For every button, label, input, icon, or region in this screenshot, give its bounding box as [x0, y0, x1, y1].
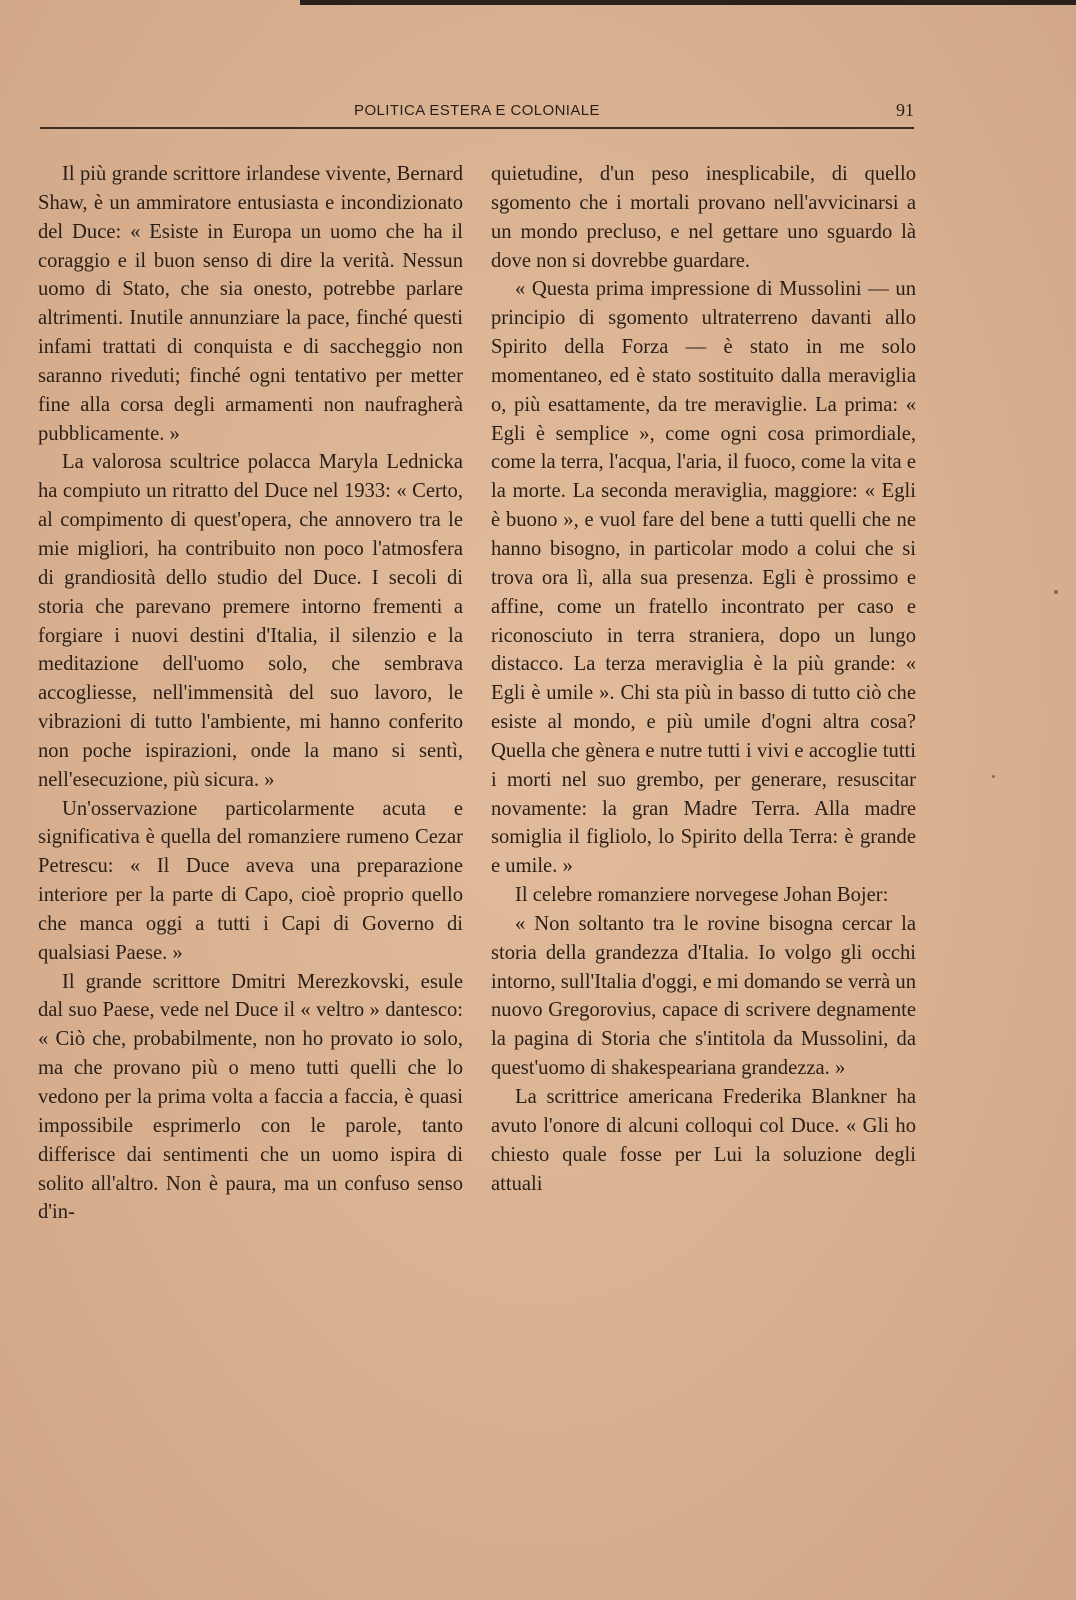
paper-speck — [992, 775, 995, 778]
page-number: 91 — [896, 100, 914, 120]
header-rule — [40, 127, 914, 129]
paragraph-bojer-intro: Il celebre romanziere norvegese Johan Bojer: — [515, 884, 889, 907]
left-column — [38, 160, 463, 1227]
paragraph-three-wonders: « Questa prima impressione di Mussolini — un principio di sgomento ultraterreno davanti allo Spirito della Forza — è stato in me solo momentaneo, ed è stato sostituito dalla meraviglia o, più esattamente, da tre meraviglie. La prima: « Egli è semplice », come ogni cosa primordiale, come la terra, l'acqua, l'aria, il fuoco, come la vita e la morte. La seconda meraviglia, maggiore: « Egli è buono », e vuol fare del bene a tutti quelli che ne hanno bisogno, in particolar modo a colui che si trova ora lì, alla sua presenza. Egli è prossimo e affine, come un fratello incontrato per caso e riconosciuto in terra straniera, dopo un lungo distacco. La terza meraviglia è la più grande: « Egli è umile ». Chi sta più in basso di tutto ciò che esiste al mondo, e più umile d'ogni altra cosa? Quella che gènera e nutre tutti i vivi e accoglie tutti i morti nel suo grembo, per generare, resuscitar novamente: la gran Madre Terra. Alla madre somiglia il figliolo, lo Spirito della Terra: è grande e umile. » — [491, 278, 916, 878]
page-header — [40, 98, 914, 128]
paper-speck — [1054, 590, 1058, 594]
right-column — [491, 160, 916, 1198]
paragraph-continuation: quietudine, d'un peso inesplicabile, di quello sgomento che i mortali provano nell'avvicinarsi a un mondo precluso, e nel gettare uno sguardo là dove non si dovrebbe guardare. — [491, 163, 916, 272]
paragraph-shaw: Il più grande scrittore irlandese vivente, Bernard Shaw, è un ammiratore entusiasta e incondizionato del Duce: « Esiste in Europa un uomo che ha il coraggio e il buon senso di dire la verità. Nessun uomo di Stato, che sia onesto, potrebbe parlare altrimenti. Inutile annunziare la pace, finché questi infami trattati di conquista e di saccheggio non saranno riveduti; finché ogni tentativo per metter fine alla corsa degli armamenti non naufragherà pubblicamente. » — [38, 163, 463, 445]
running-title: POLITICA ESTERA E COLONIALE — [354, 102, 600, 119]
paragraph-bojer-quote: « Non soltanto tra le rovine bisogna cercar la storia della grandezza d'Italia. Io volgo gli occhi intorno, sull'Italia d'oggi, e mi domando se verrà un nuovo Gregorovius, capace di scrivere degnamente la pagina di Storia che s'intitola da Mussolini, da quest'uomo di shakespeariana grandezza. » — [491, 912, 916, 1080]
page-top-edge — [300, 0, 1076, 5]
paragraph-petrescu: Un'osservazione particolarmente acuta e significativa è quella del romanziere rumeno Cezar Petrescu: « Il Duce aveva una preparazione interiore per la parte di Capo, cioè proprio quello che manca oggi a tutti i Capi di Governo di qualsiasi Paese. » — [38, 797, 463, 964]
paragraph-blankner: La scrittrice americana Frederika Blankner ha avuto l'onore di alcuni colloqui col Duce. « Gli ho chiesto quale fosse per Lui la soluzione degli attuali — [491, 1086, 916, 1195]
paragraph-lednicka: La valorosa scultrice polacca Maryla Lednicka ha compiuto un ritratto del Duce nel 1933: « Certo, al compimento di quest'opera, che annovero tra le mie migliori, ha contribuito non poco l'atmosfera di grandiosità dello studio del Duce. I secoli di storia che parevano premere intorno frementi a forgiare i nuovi destini d'Italia, il silenzio e la meditazione dell'uomo solo, che sembrava accogliesse, nell'immensità del suo lavoro, le vibrazioni di tutto l'ambiente, mi hanno conferito non poche ispirazioni, onde la mano si sentì, nell'esecuzione, più sicura. » — [38, 451, 463, 791]
paragraph-merezkovski: Il grande scrittore Dmitri Merezkovski, esule dal suo Paese, vede nel Duce il « veltro » dantesco: « Ciò che, probabilmente, non ho provato io solo, ma che provano più o meno tutti quelli che lo vedono per la prima volta a faccia a faccia, è quasi impossibile esprimerlo con le parole, tanto differisce dai sentimenti che un uomo ispira di solito all'altro. Non è paura, ma un confuso senso d'in- — [38, 970, 463, 1224]
